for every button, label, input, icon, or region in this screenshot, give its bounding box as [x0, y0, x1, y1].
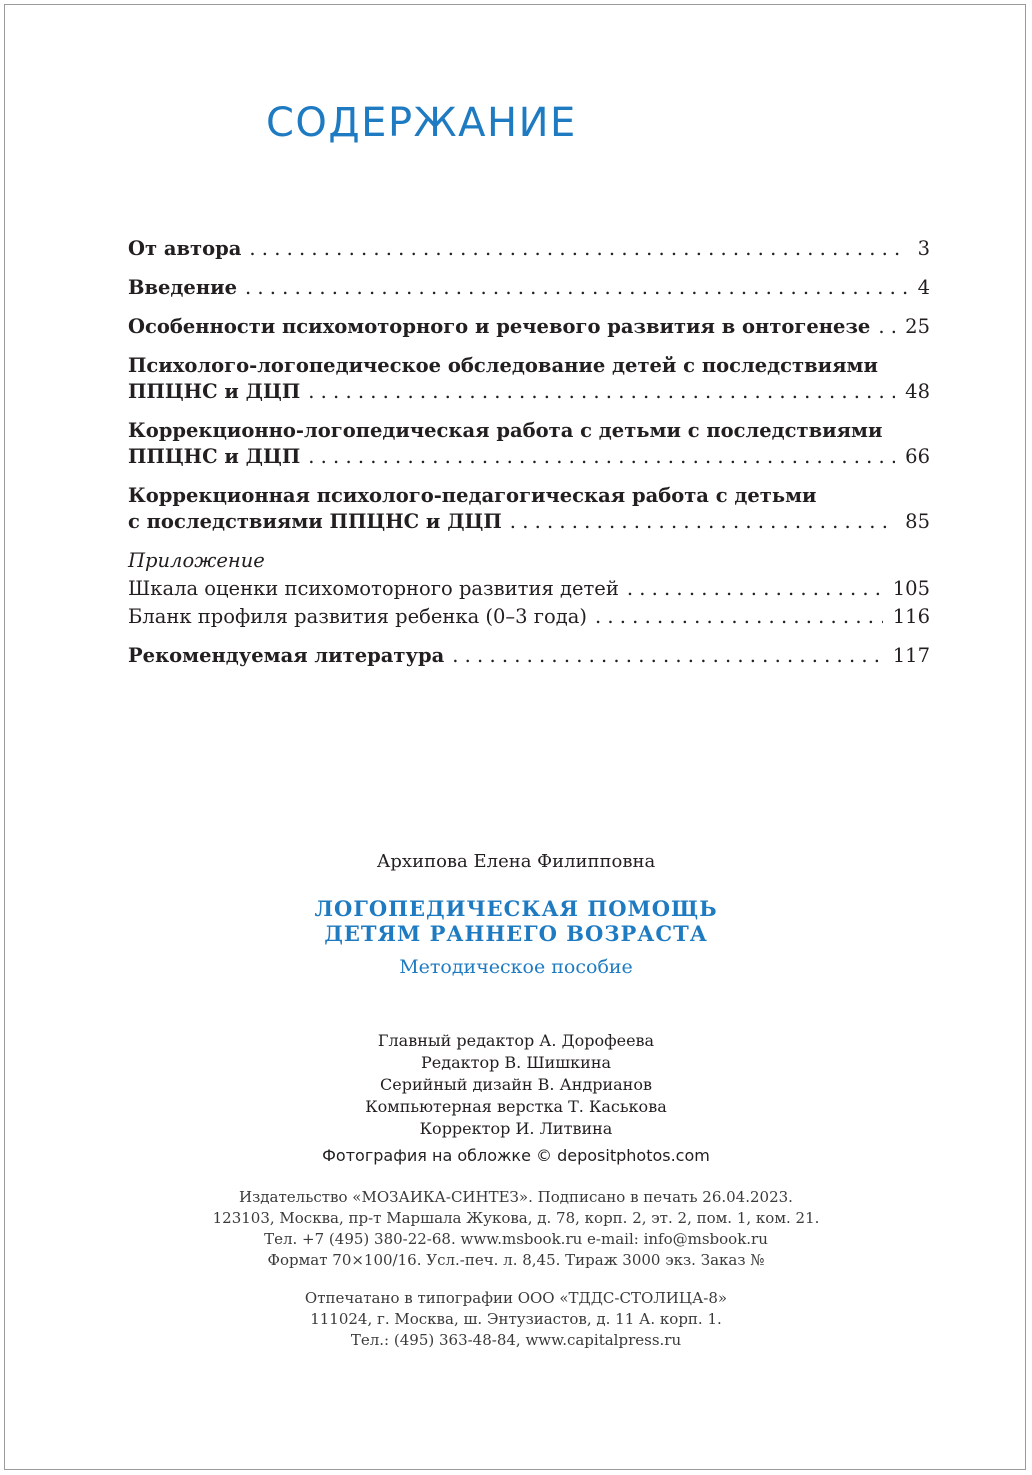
publisher-line: 123103, Москва, пр-т Маршала Жукова, д. 78, корп. 2, эт. 2, пом. 1, ком. 21. [212, 1209, 820, 1227]
toc-entry[interactable] [128, 604, 930, 630]
credit-line: Серийный дизайн В. Андрианов [380, 1075, 652, 1094]
toc-entry-title-cont: ППЦНС и ДЦП [128, 380, 301, 403]
toc-entry-title: Рекомендуемая литература [128, 644, 445, 667]
credit-line: Главный редактор А. Дорофеева [377, 1031, 655, 1050]
toc-entry-page: 3 [917, 237, 930, 260]
editorial-credits [0, 1030, 1032, 1140]
toc-entry-title-cont: с последствиями ППЦНС и ДЦП [128, 510, 502, 533]
printer-line: Отпечатано в типографии ООО «ТДДС-СТОЛИЦА-8» [304, 1289, 728, 1307]
toc-entry-title: От автора [128, 237, 242, 260]
photo-credit: Фотография на обложке © depositphotos.com [322, 1146, 710, 1165]
author-name: Архипова Елена Филипповна [376, 851, 656, 872]
toc-entry-title: Коррекционно-логопедическая работа с детьми с последствиями [128, 419, 883, 442]
book-title-line: ДЕТЯМ РАННЕГО ВОЗРАСТА [324, 921, 708, 946]
toc-entry-title: Коррекционная психолого-педагогическая работа с детьми [128, 484, 817, 507]
appendix-label: Приложение [128, 549, 265, 572]
toc-entry-title: Введение [128, 276, 237, 299]
toc-entry[interactable] [128, 275, 930, 301]
toc-leader-dots [308, 379, 895, 405]
toc-entry-page: 4 [917, 276, 930, 299]
toc-entry-page: 105 [892, 577, 930, 600]
credit-line: Корректор И. Литвина [419, 1119, 613, 1138]
toc-entry-title: Бланк профиля развития ребенка (0–3 года) [128, 605, 587, 628]
book-subtitle: Методическое пособие [399, 956, 633, 978]
toc-leader-dots [308, 444, 895, 470]
toc-leader-dots [249, 236, 907, 262]
table-of-contents [128, 236, 930, 682]
toc-entry-title: Особенности психомоторного и речевого развития в онтогенезе [128, 315, 871, 338]
toc-entry-page: 25 [905, 315, 930, 338]
toc-heading: СОДЕРЖАНИЕ [266, 100, 577, 146]
toc-entry[interactable] [128, 314, 930, 340]
publisher-info [0, 1187, 1032, 1271]
toc-entry-title: Шкала оценки психомоторного развития детей [128, 577, 619, 600]
toc-entry-page: 116 [892, 605, 930, 628]
toc-entry-page: 85 [905, 510, 930, 533]
toc-leader-dots [510, 509, 895, 535]
toc-entry[interactable] [128, 236, 930, 262]
toc-leader-dots [878, 314, 895, 340]
toc-entry[interactable] [128, 483, 930, 535]
book-title [0, 896, 1032, 946]
publisher-line: Тел. +7 (495) 380-22-68. www.msbook.ru e-mail: info@msbook.ru [264, 1230, 768, 1248]
toc-leader-dots [595, 604, 883, 630]
toc-entry[interactable] [128, 576, 930, 602]
toc-entry[interactable] [128, 418, 930, 470]
printer-info [0, 1288, 1032, 1351]
credit-line: Редактор В. Шишкина [420, 1053, 612, 1072]
book-title-line: ЛОГОПЕДИЧЕСКАЯ ПОМОЩЬ [314, 896, 718, 921]
credit-line: Компьютерная верстка Т. Каськова [365, 1097, 667, 1116]
printer-line: Тел.: (495) 363-48-84, www.capitalpress.ru [350, 1331, 682, 1349]
toc-leader-dots [452, 643, 883, 669]
publisher-line: Издательство «МОЗАИКА-СИНТЕЗ». Подписано в печать 26.04.2023. [239, 1188, 793, 1206]
toc-entry-page: 117 [892, 644, 930, 667]
toc-entry[interactable] [128, 643, 930, 669]
toc-entry-page: 48 [905, 380, 930, 403]
publisher-line: Формат 70×100/16. Усл.-печ. л. 8,45. Тираж 3000 экз. Заказ № [267, 1251, 765, 1269]
printer-line: 111024, г. Москва, ш. Энтузиастов, д. 11 А. корп. 1. [310, 1310, 722, 1328]
toc-entry-page: 66 [905, 445, 930, 468]
toc-entry-title-cont: ППЦНС и ДЦП [128, 445, 301, 468]
toc-entry-title: Психолого-логопедическое обследование детей с последствиями [128, 354, 878, 377]
toc-leader-dots [245, 275, 908, 301]
toc-entry[interactable] [128, 353, 930, 405]
toc-leader-dots [627, 576, 883, 602]
